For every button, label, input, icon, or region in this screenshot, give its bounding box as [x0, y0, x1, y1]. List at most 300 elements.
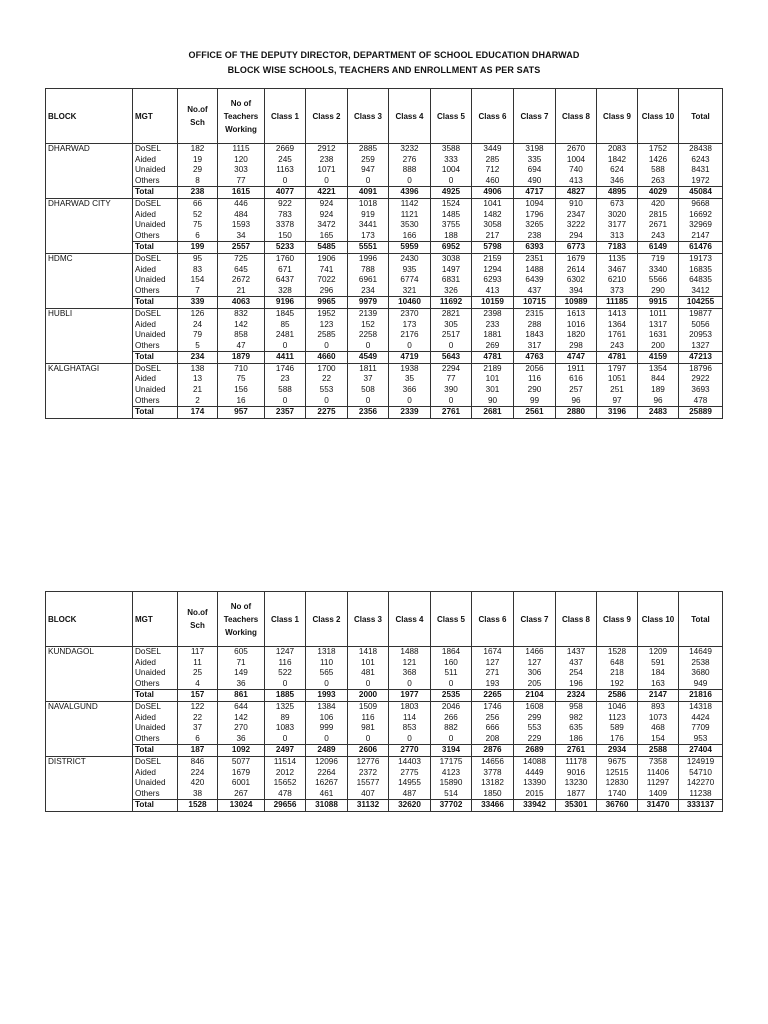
value-cell: 0 — [306, 341, 348, 352]
value-cell: 245 — [265, 155, 306, 166]
value-cell: 999 — [306, 723, 348, 734]
column-header: Class 7 — [514, 89, 556, 144]
value-cell: 3265 — [514, 220, 556, 231]
value-cell: 390 — [431, 385, 472, 396]
mgt-cell: Aided — [133, 768, 178, 779]
value-cell: 25 — [178, 668, 218, 679]
value-cell: 1509 — [348, 701, 389, 712]
value-cell: 257 — [556, 385, 597, 396]
value-cell: 2489 — [306, 745, 348, 757]
value-cell: 5485 — [306, 242, 348, 254]
value-cell: 193 — [472, 679, 514, 690]
value-cell: 3038 — [431, 253, 472, 264]
value-cell: 173 — [389, 320, 431, 331]
value-cell: 4827 — [556, 187, 597, 199]
table-row — [46, 647, 723, 658]
value-cell: 7022 — [306, 275, 348, 286]
value-cell: 2430 — [389, 253, 431, 264]
value-cell: 853 — [389, 723, 431, 734]
value-cell: 19 — [178, 155, 218, 166]
value-cell: 11185 — [597, 297, 638, 309]
value-cell: 276 — [389, 155, 431, 166]
value-cell: 1631 — [638, 330, 679, 341]
table-row — [46, 320, 723, 331]
value-cell: 6393 — [514, 242, 556, 254]
value-cell: 187 — [178, 745, 218, 757]
table-row — [46, 275, 723, 286]
value-cell: 12776 — [348, 756, 389, 767]
value-cell: 321 — [389, 286, 431, 297]
table-row — [46, 363, 723, 374]
value-cell: 1317 — [638, 320, 679, 331]
value-cell: 18796 — [679, 363, 723, 374]
value-cell: 3194 — [431, 745, 472, 757]
value-cell: 0 — [348, 176, 389, 187]
table-row — [46, 352, 723, 364]
column-header: No.of Sch — [178, 89, 218, 144]
value-cell: 71 — [218, 658, 265, 669]
value-cell: 4747 — [556, 352, 597, 364]
column-header: No of Teachers Working — [218, 89, 265, 144]
value-cell: 9668 — [679, 198, 723, 209]
value-cell: 285 — [472, 155, 514, 166]
value-cell: 160 — [431, 658, 472, 669]
table-row — [46, 690, 723, 702]
value-cell: 8 — [178, 176, 218, 187]
value-cell: 671 — [265, 265, 306, 276]
value-cell: 0 — [348, 396, 389, 407]
value-cell: 0 — [389, 341, 431, 352]
value-cell: 2258 — [348, 330, 389, 341]
table-row — [46, 713, 723, 724]
table-row — [46, 658, 723, 669]
value-cell: 154 — [178, 275, 218, 286]
value-cell: 2315 — [514, 308, 556, 319]
value-cell: 0 — [389, 679, 431, 690]
value-cell: 2176 — [389, 330, 431, 341]
value-cell: 3196 — [597, 407, 638, 419]
value-cell: 1364 — [597, 320, 638, 331]
value-cell: 2083 — [597, 144, 638, 155]
value-cell: 1004 — [431, 165, 472, 176]
value-cell: 2670 — [556, 144, 597, 155]
value-cell: 882 — [431, 723, 472, 734]
value-cell: 3467 — [597, 265, 638, 276]
value-cell: 52 — [178, 210, 218, 221]
value-cell: 0 — [265, 176, 306, 187]
value-cell: 1418 — [348, 647, 389, 658]
table-row — [46, 800, 723, 812]
value-cell: 95 — [178, 253, 218, 264]
value-cell: 21816 — [679, 690, 723, 702]
value-cell: 6149 — [638, 242, 679, 254]
value-cell: 624 — [597, 165, 638, 176]
value-cell: 6774 — [389, 275, 431, 286]
value-cell: 635 — [556, 723, 597, 734]
value-cell: 11406 — [638, 768, 679, 779]
table-row — [46, 176, 723, 187]
value-cell: 234 — [348, 286, 389, 297]
value-cell: 192 — [597, 679, 638, 690]
value-cell: 2880 — [556, 407, 597, 419]
value-cell: 1294 — [472, 265, 514, 276]
value-cell: 110 — [306, 658, 348, 669]
table-body — [46, 144, 723, 419]
value-cell: 2885 — [348, 144, 389, 155]
value-cell: 123 — [306, 320, 348, 331]
value-cell: 234 — [178, 352, 218, 364]
column-header: Class 7 — [514, 592, 556, 647]
value-cell: 2588 — [638, 745, 679, 757]
mgt-cell: DoSEL — [133, 701, 178, 712]
value-cell: 243 — [638, 231, 679, 242]
value-cell: 12515 — [597, 768, 638, 779]
value-cell: 514 — [431, 789, 472, 800]
mgt-cell: DoSEL — [133, 756, 178, 767]
value-cell: 958 — [556, 701, 597, 712]
value-cell: 0 — [431, 679, 472, 690]
value-cell: 0 — [265, 679, 306, 690]
value-cell: 9675 — [597, 756, 638, 767]
value-cell: 1996 — [348, 253, 389, 264]
value-cell: 1674 — [472, 647, 514, 658]
value-cell: 1051 — [597, 374, 638, 385]
value-cell: 5551 — [348, 242, 389, 254]
value-cell: 96 — [556, 396, 597, 407]
value-cell: 16267 — [306, 778, 348, 789]
value-cell: 0 — [389, 734, 431, 745]
value-cell: 124919 — [679, 756, 723, 767]
value-cell: 1877 — [556, 789, 597, 800]
value-cell: 5643 — [431, 352, 472, 364]
value-cell: 189 — [638, 385, 679, 396]
value-cell: 333 — [431, 155, 472, 166]
value-cell: 2557 — [218, 242, 265, 254]
value-cell: 142 — [218, 320, 265, 331]
value-cell: 14403 — [389, 756, 431, 767]
value-cell: 13 — [178, 374, 218, 385]
mgt-cell: Unaided — [133, 330, 178, 341]
value-cell: 11238 — [679, 789, 723, 800]
value-cell: 832 — [218, 308, 265, 319]
column-header: Class 1 — [265, 592, 306, 647]
value-cell: 6952 — [431, 242, 472, 254]
value-cell: 919 — [348, 210, 389, 221]
value-cell: 229 — [514, 734, 556, 745]
column-header: Class 9 — [597, 592, 638, 647]
value-cell: 1842 — [597, 155, 638, 166]
value-cell: 90 — [472, 396, 514, 407]
value-cell: 106 — [306, 713, 348, 724]
value-cell: 126 — [178, 308, 218, 319]
value-cell: 1820 — [556, 330, 597, 341]
value-cell: 1740 — [597, 789, 638, 800]
mgt-cell: Total — [133, 690, 178, 702]
value-cell: 1972 — [679, 176, 723, 187]
value-cell: 0 — [306, 396, 348, 407]
value-cell: 788 — [348, 265, 389, 276]
mgt-cell: Aided — [133, 658, 178, 669]
column-header: Class 10 — [638, 89, 679, 144]
value-cell: 116 — [265, 658, 306, 669]
value-cell: 313 — [597, 231, 638, 242]
value-cell: 1952 — [306, 308, 348, 319]
value-cell: 1613 — [556, 308, 597, 319]
value-cell: 1760 — [265, 253, 306, 264]
mgt-cell: Aided — [133, 210, 178, 221]
value-cell: 725 — [218, 253, 265, 264]
value-cell: 89 — [265, 713, 306, 724]
mgt-cell: Others — [133, 789, 178, 800]
block-name: HUBLI — [46, 308, 133, 363]
value-cell: 484 — [218, 210, 265, 221]
mgt-cell: Aided — [133, 155, 178, 166]
value-cell: 47 — [218, 341, 265, 352]
value-cell: 165 — [306, 231, 348, 242]
table-row — [46, 396, 723, 407]
table-row — [46, 768, 723, 779]
report-title-line2: BLOCK WISE SCHOOLS, TEACHERS AND ENROLLMENT AS PER SATS — [227, 65, 541, 75]
value-cell: 605 — [218, 647, 265, 658]
value-cell: 4 — [178, 679, 218, 690]
value-cell: 947 — [348, 165, 389, 176]
value-cell: 117 — [178, 647, 218, 658]
value-cell: 6773 — [556, 242, 597, 254]
table-row — [46, 789, 723, 800]
value-cell: 446 — [218, 198, 265, 209]
value-cell: 196 — [556, 679, 597, 690]
mgt-cell: Aided — [133, 374, 178, 385]
table-row — [46, 374, 723, 385]
value-cell: 1977 — [389, 690, 431, 702]
value-cell: 1811 — [348, 363, 389, 374]
value-cell: 2672 — [218, 275, 265, 286]
value-cell: 259 — [348, 155, 389, 166]
column-header: Class 4 — [389, 89, 431, 144]
value-cell: 5798 — [472, 242, 514, 254]
value-cell: 1528 — [597, 647, 638, 658]
value-cell: 394 — [556, 286, 597, 297]
value-cell: 218 — [597, 668, 638, 679]
value-cell: 2483 — [638, 407, 679, 419]
value-cell: 2689 — [514, 745, 556, 757]
value-cell: 9915 — [638, 297, 679, 309]
value-cell: 461 — [306, 789, 348, 800]
value-cell: 2922 — [679, 374, 723, 385]
value-cell: 4424 — [679, 713, 723, 724]
value-cell: 1850 — [472, 789, 514, 800]
value-cell: 120 — [218, 155, 265, 166]
value-cell: 99 — [514, 396, 556, 407]
value-cell: 413 — [556, 176, 597, 187]
value-cell: 2265 — [472, 690, 514, 702]
mgt-cell: Unaided — [133, 220, 178, 231]
value-cell: 11514 — [265, 756, 306, 767]
value-cell: 2497 — [265, 745, 306, 757]
value-cell: 77 — [431, 374, 472, 385]
value-cell: 0 — [348, 341, 389, 352]
value-cell: 2934 — [597, 745, 638, 757]
value-cell: 0 — [389, 396, 431, 407]
value-cell: 15890 — [431, 778, 472, 789]
column-header: MGT — [133, 592, 178, 647]
value-cell: 1528 — [178, 800, 218, 812]
value-cell: 1803 — [389, 701, 431, 712]
value-cell: 2351 — [514, 253, 556, 264]
value-cell: 2517 — [431, 330, 472, 341]
value-cell: 0 — [306, 176, 348, 187]
value-cell: 719 — [638, 253, 679, 264]
value-cell: 1845 — [265, 308, 306, 319]
value-cell: 1142 — [389, 198, 431, 209]
value-cell: 1437 — [556, 647, 597, 658]
value-cell: 13182 — [472, 778, 514, 789]
value-cell: 317 — [514, 341, 556, 352]
value-cell: 981 — [348, 723, 389, 734]
value-cell: 233 — [472, 320, 514, 331]
mgt-cell: DoSEL — [133, 253, 178, 264]
table-row — [46, 210, 723, 221]
mgt-cell: Others — [133, 734, 178, 745]
value-cell: 3530 — [389, 220, 431, 231]
value-cell: 154 — [638, 734, 679, 745]
value-cell: 2147 — [679, 231, 723, 242]
column-header: Class 9 — [597, 89, 638, 144]
value-cell: 2015 — [514, 789, 556, 800]
value-cell: 420 — [638, 198, 679, 209]
mgt-cell: Others — [133, 176, 178, 187]
value-cell: 1485 — [431, 210, 472, 221]
value-cell: 1700 — [306, 363, 348, 374]
value-cell: 553 — [306, 385, 348, 396]
value-cell: 888 — [389, 165, 431, 176]
value-cell: 481 — [348, 668, 389, 679]
value-cell: 101 — [472, 374, 514, 385]
value-cell: 1864 — [431, 647, 472, 658]
value-cell: 22 — [178, 713, 218, 724]
enrollment-table-2 — [45, 591, 723, 812]
value-cell: 4719 — [389, 352, 431, 364]
mgt-cell: DoSEL — [133, 144, 178, 155]
enrollment-table-1 — [45, 88, 723, 419]
value-cell: 591 — [638, 658, 679, 669]
mgt-cell: Others — [133, 396, 178, 407]
table-header — [46, 592, 723, 647]
value-cell: 6001 — [218, 778, 265, 789]
value-cell: 5233 — [265, 242, 306, 254]
value-cell: 3693 — [679, 385, 723, 396]
value-cell: 0 — [431, 396, 472, 407]
value-cell: 11 — [178, 658, 218, 669]
value-cell: 186 — [556, 734, 597, 745]
value-cell: 1761 — [597, 330, 638, 341]
value-cell: 238 — [178, 187, 218, 199]
mgt-cell: Unaided — [133, 723, 178, 734]
value-cell: 1041 — [472, 198, 514, 209]
value-cell: 79 — [178, 330, 218, 341]
value-cell: 3472 — [306, 220, 348, 231]
column-header: Class 6 — [472, 592, 514, 647]
value-cell: 2357 — [265, 407, 306, 419]
value-cell: 2481 — [265, 330, 306, 341]
value-cell: 924 — [306, 198, 348, 209]
mgt-cell: Total — [133, 800, 178, 812]
mgt-cell: Unaided — [133, 275, 178, 286]
value-cell: 13390 — [514, 778, 556, 789]
mgt-cell: Total — [133, 407, 178, 419]
column-header: Total — [679, 592, 723, 647]
value-cell: 4077 — [265, 187, 306, 199]
table-row — [46, 231, 723, 242]
value-cell: 0 — [431, 734, 472, 745]
value-cell: 75 — [218, 374, 265, 385]
value-cell: 5 — [178, 341, 218, 352]
value-cell: 333137 — [679, 800, 723, 812]
value-cell: 0 — [265, 734, 306, 745]
value-cell: 368 — [389, 668, 431, 679]
value-cell: 3378 — [265, 220, 306, 231]
mgt-cell: Others — [133, 286, 178, 297]
value-cell: 1752 — [638, 144, 679, 155]
value-cell: 924 — [306, 210, 348, 221]
value-cell: 28438 — [679, 144, 723, 155]
mgt-cell: Others — [133, 341, 178, 352]
value-cell: 2775 — [389, 768, 431, 779]
value-cell: 238 — [306, 155, 348, 166]
value-cell: 2356 — [348, 407, 389, 419]
value-cell: 589 — [597, 723, 638, 734]
table-header — [46, 89, 723, 144]
value-cell: 31470 — [638, 800, 679, 812]
value-cell: 11297 — [638, 778, 679, 789]
value-cell: 16835 — [679, 265, 723, 276]
value-cell: 844 — [638, 374, 679, 385]
value-cell: 142 — [218, 713, 265, 724]
value-cell: 1011 — [638, 308, 679, 319]
value-cell: 1135 — [597, 253, 638, 264]
table-row — [46, 679, 723, 690]
value-cell: 487 — [389, 789, 431, 800]
value-cell: 1797 — [597, 363, 638, 374]
value-cell: 38 — [178, 789, 218, 800]
column-header: Class 2 — [306, 592, 348, 647]
value-cell: 4763 — [514, 352, 556, 364]
value-cell: 64835 — [679, 275, 723, 286]
value-cell: 4906 — [472, 187, 514, 199]
value-cell: 104255 — [679, 297, 723, 309]
value-cell: 3177 — [597, 220, 638, 231]
value-cell: 4123 — [431, 768, 472, 779]
value-cell: 2681 — [472, 407, 514, 419]
value-cell: 8431 — [679, 165, 723, 176]
value-cell: 16692 — [679, 210, 723, 221]
value-cell: 47213 — [679, 352, 723, 364]
value-cell: 121 — [389, 658, 431, 669]
value-cell: 437 — [514, 286, 556, 297]
value-cell: 174 — [178, 407, 218, 419]
value-cell: 1488 — [389, 647, 431, 658]
value-cell: 3588 — [431, 144, 472, 155]
table-row — [46, 341, 723, 352]
value-cell: 1593 — [218, 220, 265, 231]
value-cell: 1746 — [472, 701, 514, 712]
value-cell: 3222 — [556, 220, 597, 231]
value-cell: 4717 — [514, 187, 556, 199]
value-cell: 2264 — [306, 768, 348, 779]
value-cell: 366 — [389, 385, 431, 396]
value-cell: 13024 — [218, 800, 265, 812]
value-cell: 2370 — [389, 308, 431, 319]
